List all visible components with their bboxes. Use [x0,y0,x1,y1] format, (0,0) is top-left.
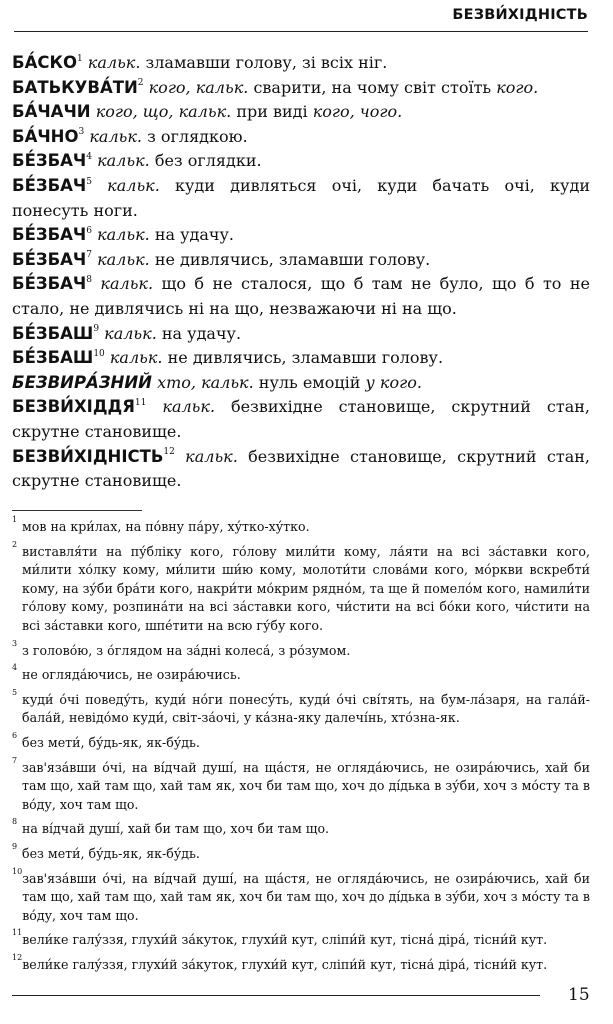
dictionary-entry [12,174,590,223]
entry-headword: БЕ́ЗБАШ [12,348,94,368]
footnote-text: без мети́, бу́дь-як, як-бу́дь. [22,734,200,750]
footnote [12,866,590,926]
dictionary-entry [12,395,590,444]
entry-headword: БА́ЧНО [12,126,79,146]
entry-headword: БЕ́ЗБАЧ [12,151,87,171]
footnote-text: зав'яза́вши о́чі, на ві́дчай душі́, на ща́стя, не огляда́ючись, не озира́ючись, хай би там що, хай там що, хай там як, хоч би там що, хоч до ді́дька в зу́би, хоч з мо́сту та в во́ду, хоч там що. [22,870,590,923]
footer-rule [12,995,540,996]
entry-headword: БЕ́ЗБАЧ [12,175,87,195]
entry-grammar: кальк. [89,126,142,146]
footnote [12,539,590,636]
dictionary-entry [12,346,590,371]
dictionary-entries [12,51,590,494]
footnote [12,638,590,661]
footnote-ref: 6 [86,225,92,236]
entry-headword: БЕ́ЗБАЧ [12,249,87,269]
footnote-number: 7 [12,755,18,765]
entry-definition: що б не сталося, що б там не було, що б то не стало, не дивлячись ні на що, незважаючи ні на що. [12,274,591,318]
footnote-ref: 11 [134,397,147,408]
footnote [12,663,590,685]
entry-headword: БА́ЧАЧИ [12,102,91,122]
footnote-number: 3 [12,638,18,648]
entry-grammar: кого, кальк. [148,77,249,97]
entry-definition: з оглядкою. [147,126,248,146]
dictionary-entry [12,248,590,273]
footnote-number: 4 [12,663,18,673]
entry-grammar: кальк. [97,151,150,171]
footnote [12,687,590,728]
entry-grammar: кальк. [104,323,157,343]
footnote-separator [12,510,142,511]
entry-definition-tail: кого, чого. [312,102,403,122]
footnote-ref: 9 [93,324,100,335]
entry-definition: без оглядки. [154,151,262,171]
footnote-text: вели́ке галу́ззя, глухи́й за́куток, глухи́й кут, сліпи́й кут, тісна́ діра́, тісни́й кут. [22,956,548,972]
entry-grammar: кальк. [162,397,216,417]
entry-headword: БА́СКО [12,53,77,72]
dictionary-entry [12,76,590,101]
entry-headword: БЕЗВИ́ХІДНІСТЬ [12,446,164,466]
footnote [12,952,590,975]
entry-grammar: кальк. [185,446,238,466]
entry-grammar: кальк. [97,249,150,269]
entry-definition: на удачу. [154,225,234,245]
dictionary-entry [12,223,590,248]
entry-definition: нуль емоцій [258,372,361,392]
footnotes [12,515,590,980]
footnote-number: 1 [12,515,18,524]
dictionary-entry [12,322,590,347]
entry-headword: БЕ́ЗБАШ [12,323,94,343]
footnote [12,515,590,537]
footnote [12,755,590,815]
footnote [12,841,590,864]
footnote-number: 10 [12,866,23,876]
entry-grammar: кальк. [107,175,160,195]
footnote-text: з голово́ю, з о́глядом на за́дні колеса́, з ро́зумом. [22,642,351,658]
dictionary-entry [12,51,590,76]
footnote-text: вели́ке галу́ззя, глухи́й за́куток, глухи́й кут, сліпи́й кут, тісна́ діра́, тісни́й кут. [22,932,548,948]
footnote-number: 11 [12,928,23,938]
footnote-ref: 7 [86,250,92,261]
entry-grammar: хто, кальк. [157,372,254,392]
entry-headword: БЕ́ЗБАЧ [12,225,87,245]
dictionary-entry [12,125,590,150]
running-title: БЕЗВИ́ХІДНІСТЬ [452,7,588,23]
footnote [12,730,590,753]
entry-definition: не дивлячись, зламавши голову. [167,348,444,368]
entry-headword: БЕ́ЗБАЧ [12,274,87,294]
footnote-number: 5 [12,687,18,697]
footnote-ref: 8 [86,275,92,286]
dictionary-entry [12,100,590,125]
footnote-number: 6 [12,730,18,740]
footnote-number: 8 [12,817,18,827]
dictionary-entry [12,149,590,174]
footnote-ref: 2 [137,78,144,89]
entry-definition: не дивлячись, зламавши голову. [154,249,431,269]
entry-headword: БЕЗВИРА́ЗНИЙ [12,372,152,392]
footnote-ref: 3 [78,127,85,138]
footnote-ref: 1 [76,53,83,64]
footnote-ref: 10 [93,348,105,359]
entry-definition-tail: у кого. [365,372,422,392]
entry-definition: сварити, на чому світ стоїть [253,77,492,97]
footnote-text: на ві́дчай душі́, хай би там що, хоч би там що. [22,821,330,837]
footnote [12,817,590,839]
footnote-text: не огляда́ючись, не озира́ючись. [22,667,241,683]
footnote [12,928,590,950]
entry-grammar: кальк. [109,348,163,368]
entry-definition: при виді [236,102,308,122]
page-number: 15 [568,985,590,1005]
running-head [14,4,588,32]
entry-definition: безвихідне становище, скрутний стан, скрутне становище. [12,446,590,491]
dictionary-entry [12,371,590,396]
entry-definition: куди дивляться очі, куди бачать очі, куди понесуть ноги. [12,175,590,220]
footnote-text: виставля́ти на пу́бліку кого, го́лову мили́ти кому, ла́яти на всі за́ставки кого, ми́лити хо́лку кому, ми́лити ши́ю кому, молоти́ти слова́ми кого, мо́ркви вскребти́ кому, на зу́би бра́ти кого, накри́ти мо́крим рядно́м, та ще й помело́м кого, намили́ти го́лову кому, розпина́ти на всі за́ставки кого, чи́стити на всі бо́ки кого, чи́стити на всі за́ставки кого, шпе́тити на всю гу́бу кого. [22,543,590,633]
entry-grammar: кого, що, кальк. [95,102,232,122]
footnote-text: зав'яза́вши о́чі, на ві́дчай душі́, на ща́стя, не огляда́ючись, не озира́ючись, хай би там що, хай там що, хай там як, хоч би там що, хоч до ді́дька в зу́би, хоч з мо́сту та в во́ду, хоч там що. [22,759,590,812]
entry-definition-tail: кого. [496,77,539,97]
entry-definition: на удачу. [161,323,242,343]
footnote-text: куди́ о́чі поведу́ть, куди́ но́ги понесу́ть, куди́ о́чі сві́тять, на бум-ла́заря, на гала́й-бала́й, невідо́мо куди́, світ-за́очі, у ка́зна-яку далечі́нь, хто́зна-як. [22,691,590,726]
dictionary-entry [12,272,590,321]
entry-definition: безвихідне становище, скрутний стан, скрутне становище. [12,397,590,441]
entry-headword: БЕЗВИ́ХІДДЯ [12,397,135,417]
entry-grammar: кальк. [97,225,150,245]
dictionary-entry [12,445,590,494]
footnote-ref: 5 [86,176,92,187]
entry-grammar: кальк. [87,53,141,72]
footnote-number: 12 [12,952,23,962]
entry-grammar: кальк. [100,274,154,294]
footnote-ref: 4 [86,152,92,163]
entry-headword: БАТЬКУВА́ТИ [12,77,138,97]
entry-definition: зламавши голову, зі всіх ніг. [145,53,388,72]
footnote-number: 9 [12,841,18,851]
footnote-text: мов на кри́лах, на по́вну па́ру, ху́тко-ху́тко. [22,519,310,534]
footnote-ref: 12 [163,447,175,458]
footnote-number: 2 [12,539,18,549]
footnote-text: без мети́, бу́дь-як, як-бу́дь. [22,845,200,861]
